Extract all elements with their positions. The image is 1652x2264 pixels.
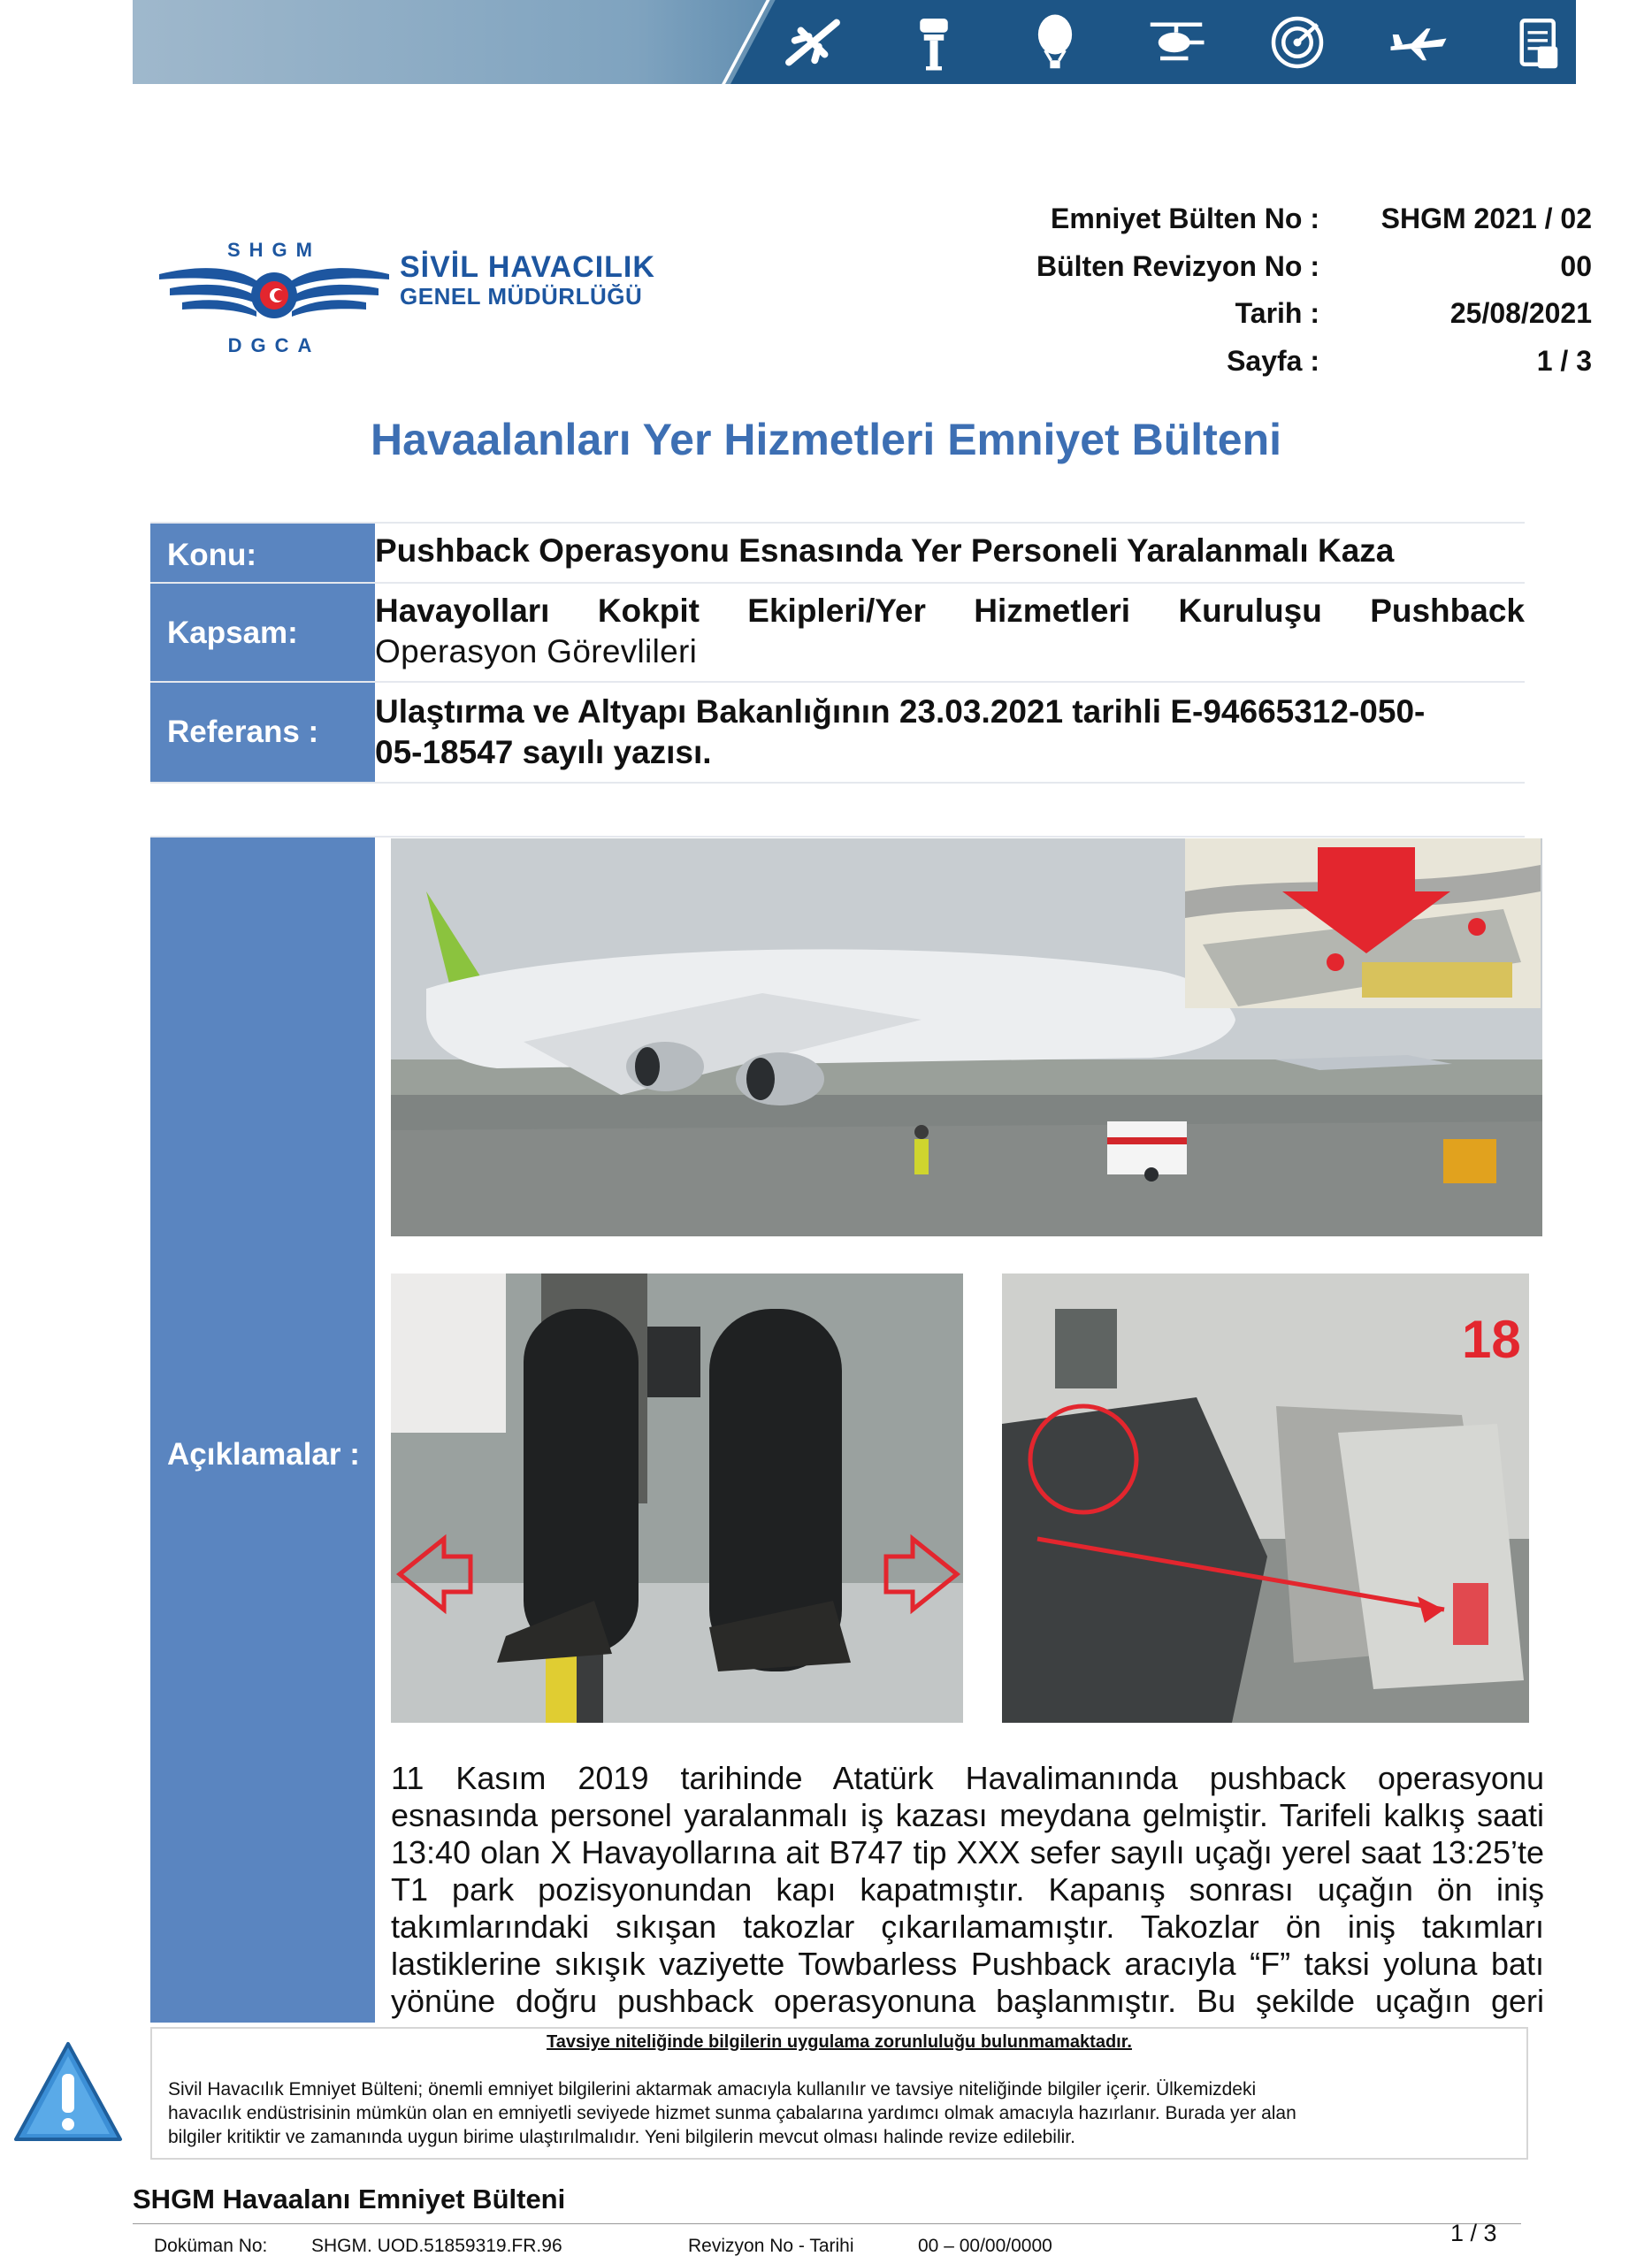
footer-title: SHGM Havaalanı Emniyet Bülteni <box>133 2184 566 2214</box>
control-tower-icon <box>902 11 966 74</box>
revision-label: Revizyon No - Tarihi <box>688 2236 854 2256</box>
advisory-notice-box <box>150 2027 1528 2160</box>
body-line: T1 park pozisyonundan kapı kapatmıştır. Kapanış sonrası uçağın ön iniş <box>391 1871 1544 1908</box>
kapsam-label: Kapsam: <box>167 616 298 650</box>
konu-value: Pushback Operasyonu Esnasında Yer Personeli Yaralanmalı Kaza <box>375 532 1395 569</box>
body-line: esnasında personel yaralanmalı iş kazası meydana gelmiştir. Tarifeli kalkış saati <box>391 1797 1544 1833</box>
radar-icon <box>1266 11 1329 74</box>
page-title: Havaalanları Yer Hizmetleri Emniyet Bülteni <box>370 415 1282 464</box>
apron-map-inset <box>1185 838 1541 1008</box>
meta-label: Sayfa : <box>1227 345 1319 377</box>
warning-icon <box>11 2038 126 2146</box>
body-line: lastiklerine sıkışık vaziyette Towbarless Pushback aracıyla “F” taksi yoluna batı <box>391 1946 1544 1982</box>
aciklamalar-label: Açıklamalar : <box>167 1437 360 1472</box>
helicopter-icon <box>1144 11 1208 74</box>
konu-label-cell <box>150 524 375 582</box>
doc-number-label: Doküman No: <box>154 2236 268 2256</box>
referans-label-cell <box>150 683 375 782</box>
notice-line: Sivil Havacılık Emniyet Bülteni; önemli emniyet bilgilerini aktarmak amacıyla kullanılır ve tavsiye niteliğinde bilgiler içerir. Ülkemizdeki <box>168 2079 1257 2100</box>
meta-value: 1 / 3 <box>1536 345 1592 377</box>
header-banner <box>133 0 1576 84</box>
konu-label: Konu: <box>167 538 257 572</box>
kapsam-value-line2: Operasyon Görevlileri <box>375 633 698 669</box>
meta-value: 25/08/2021 <box>1449 297 1592 329</box>
document-icon <box>1508 11 1572 74</box>
notice-title: Tavsiye niteliğinde bilgilerin uygulama zorunluluğu bulunmamaktadır. <box>547 2032 1132 2052</box>
meta-row <box>973 250 1592 286</box>
footer-rule <box>133 2223 1521 2224</box>
meta-label: Tarih : <box>1235 297 1319 329</box>
banner-icons <box>752 0 1576 84</box>
description-body <box>391 1760 1544 2020</box>
nose-gear-chocks-photo <box>391 1274 963 1723</box>
logo-line1: SİVİL HAVACILIK <box>400 250 655 284</box>
meta-row <box>973 297 1592 333</box>
logo-arc-bottom: DGCA <box>227 334 321 356</box>
meta-row <box>973 345 1592 380</box>
body-line: takımlarındaki sıkışan takozlar çıkarılamamıştır. Takozlar ön iniş takımları <box>391 1908 1544 1945</box>
body-line: 11 Kasım 2019 tarihinde Atatürk Havalimanında pushback operasyonu <box>391 1760 1544 1796</box>
stand-number-label: 18 <box>1462 1310 1521 1369</box>
notice-body <box>168 2077 1511 2149</box>
referans-value-line1: Ulaştırma ve Altyapı Bakanlığının 23.03.2021 tarihli E-94665312-050- <box>375 693 1426 730</box>
kapsam-label-cell <box>150 584 375 681</box>
airplane-icon <box>781 11 845 74</box>
logo-line2: GENEL MÜDÜRLÜĞÜ <box>400 283 643 310</box>
table-rule <box>150 782 1525 784</box>
logo-arc-top: SHGM <box>227 239 321 261</box>
jet-icon <box>1387 11 1450 74</box>
body-line: 13:40 olan X Havayollarına ait B747 tip XXX sefer sayılı uçağı yerel saat 13:25’te <box>391 1834 1544 1870</box>
notice-line: havacılık endüstrisinin mümkün olan en emniyetli seviyede hizmet sunma çabalarına yardımcı olmak amacıyla hazırlanır. Burada yer alan <box>168 2103 1296 2123</box>
revision-value: 00 – 00/00/0000 <box>918 2236 1052 2256</box>
meta-label: Emniyet Bülten No : <box>1050 203 1319 234</box>
referans-value-line2: 05-18547 sayılı yazısı. <box>375 734 712 770</box>
meta-row <box>973 203 1592 238</box>
towbarless-tug-photo <box>1002 1274 1529 1723</box>
meta-value: 00 <box>1560 250 1592 282</box>
page-number: 1 / 3 <box>1450 2220 1497 2246</box>
shgm-logo <box>150 221 398 363</box>
kapsam-value-line1: Havayolları Kokpit Ekipleri/Yer Hizmetleri Kuruluşu Pushback <box>375 593 1525 629</box>
body-line: yönüne doğru pushback operasyonuna başlanmıştır. Bu şekilde uçağın geri <box>391 1983 1544 2019</box>
hot-air-balloon-icon <box>1023 11 1087 74</box>
meta-label: Bülten Revizyon No : <box>1036 250 1319 282</box>
doc-number-value: SHGM. UOD.51859319.FR.96 <box>311 2236 562 2256</box>
meta-value: SHGM 2021 / 02 <box>1380 203 1592 234</box>
aciklamalar-label-cell <box>150 838 375 2023</box>
referans-label: Referans : <box>167 715 319 749</box>
notice-line: bilgiler kritiktir ve zamanında uygun birime ulaştırılmalıdır. Yeni bilgilerin mevcut olması halinde revize edilebilir. <box>168 2127 1075 2147</box>
